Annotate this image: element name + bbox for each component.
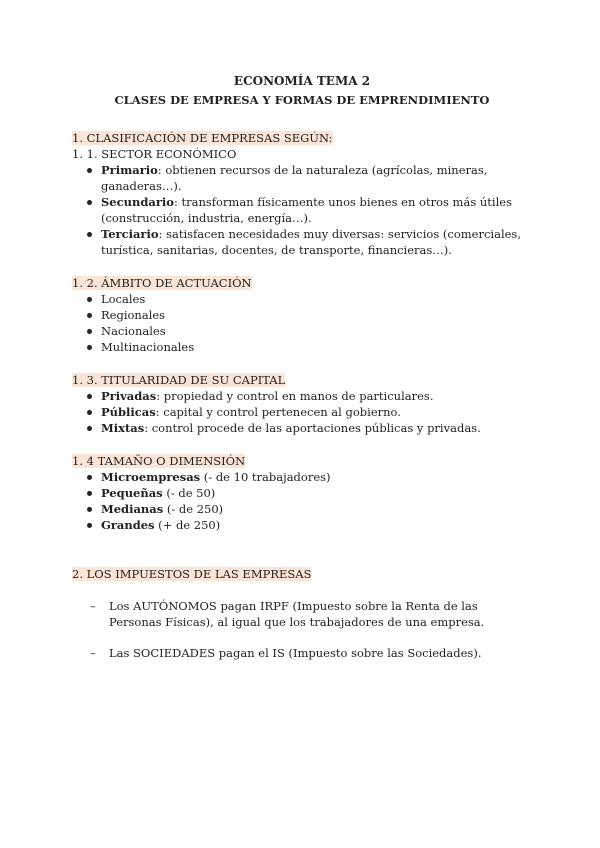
list-item: Medianas (- de 250) <box>72 501 532 517</box>
subsection-heading-sector: 1. 1. SECTOR ECONÓMICO <box>72 147 237 161</box>
list-item: Microempresas (- de 10 trabajadores) <box>72 469 532 485</box>
document-subtitle: CLASES DE EMPRESA Y FORMAS DE EMPRENDIMIENTO <box>114 93 490 107</box>
tamano-list <box>72 469 532 533</box>
section-heading-impuestos: 2. LOS IMPUESTOS DE LAS EMPRESAS <box>72 567 312 581</box>
section-heading-clasificacion: 1. CLASIFICACIÓN DE EMPRESAS SEGÚN: <box>72 131 333 145</box>
ambito-list <box>72 291 532 355</box>
list-item: Pequeñas (- de 50) <box>72 485 532 501</box>
list-item: Públicas: capital y control pertenecen al gobierno. <box>72 404 532 420</box>
document-page <box>72 72 532 676</box>
list-item: Regionales <box>72 307 532 323</box>
titularidad-list <box>72 388 532 436</box>
list-item: Mixtas: control procede de las aportaciones públicas y privadas. <box>72 420 532 436</box>
subsection-heading-titularidad: 1. 3. TITULARIDAD DE SU CAPITAL <box>72 373 286 387</box>
list-item: Grandes (+ de 250) <box>72 517 532 533</box>
list-item: Primario: obtienen recursos de la naturaleza (agrícolas, mineras, ganaderas…). <box>72 162 532 194</box>
document-title: ECONOMÍA TEMA 2 <box>233 74 371 88</box>
sector-list <box>72 162 532 258</box>
subsection-heading-tamano: 1. 4 TAMAÑO O DIMENSIÓN <box>72 454 246 468</box>
subsection-heading-ambito: 1. 2. ÁMBITO DE ACTUACIÓN <box>72 276 252 290</box>
list-item: Multinacionales <box>72 339 532 355</box>
list-item: Secundario: transforman físicamente unos bienes en otros más útiles (construcción, industria, energía…). <box>72 194 532 226</box>
list-item: Terciario: satisfacen necesidades muy diversas: servicios (comerciales, turística, sanitarias, docentes, de transporte, financieras…). <box>72 226 532 258</box>
impuestos-list <box>72 598 532 661</box>
list-item: Nacionales <box>72 323 532 339</box>
list-item: – Las SOCIEDADES pagan el IS (Impuesto sobre las Sociedades). <box>72 645 532 661</box>
list-item: Locales <box>72 291 532 307</box>
list-item: Privadas: propiedad y control en manos de particulares. <box>72 388 532 404</box>
list-item: – Los AUTÓNOMOS pagan IRPF (Impuesto sobre la Renta de las Personas Físicas), al igual que los trabajadores de una empresa. <box>72 598 532 630</box>
